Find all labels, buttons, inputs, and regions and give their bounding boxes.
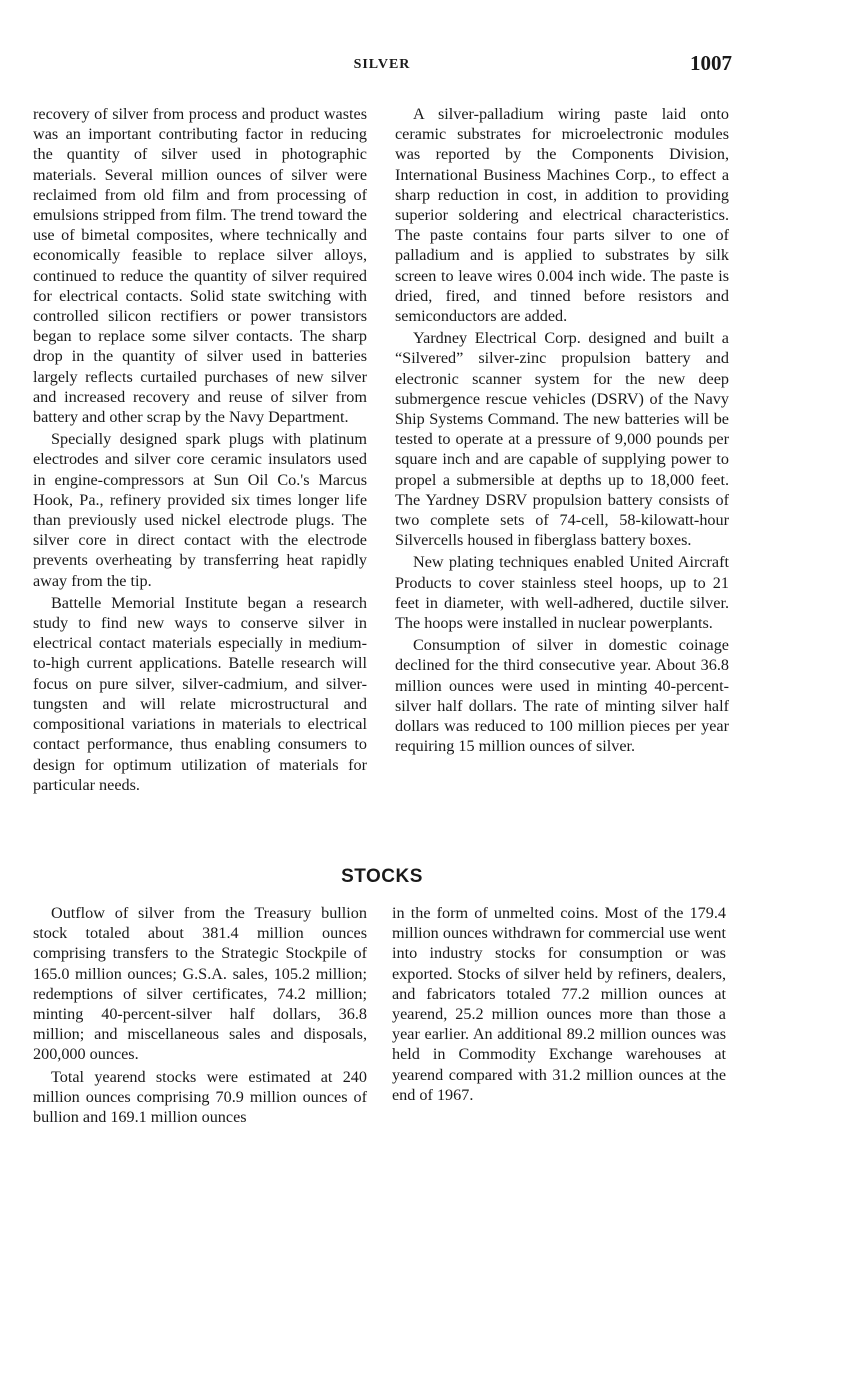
paragraph: Consumption of silver in domestic coinage declined for the third consecutive year. About 36.8 million ounces were used in minting 40-percent-silver half dollars. The rate of minting silver half dollars was reduced to 100 million pieces per year requiring 15 million ounces of silver. (395, 636, 729, 756)
page-number: 1007 (690, 51, 732, 75)
paragraph: Total yearend stocks were estimated at 240 million ounces comprising 70.9 million ounces of bullion and 169.1 million ounces (33, 1067, 367, 1127)
top-left-column (33, 104, 367, 795)
paragraph: A silver-palladium wiring paste laid onto ceramic substrates for microelectronic modules was reported by the Components Division, International Business Machines Corp., to effect a sharp reduction in cost, in addition to providing superior soldering and electrical characteristics. The paste contains four parts silver to one of palladium and is applied to substrates by silk screen to leave wires 0.004 inch wide. The paste is dried, fired, and tinned before resistors and semiconductors are added. (395, 105, 729, 326)
stocks-right-column (392, 903, 726, 1105)
stocks-heading: STOCKS (341, 866, 423, 887)
stocks-left-column (33, 903, 367, 1127)
running-header-title: SILVER (353, 57, 411, 72)
paragraph: recovery of silver from process and product wastes was an important contributing factor in reducing the quantity of silver used in photographic materials. Several million ounces of silver were reclaimed from old film and from processing of emulsions stripped from film. The trend toward the use of bimetal composites, where technically and economically feasible to replace silver alloys, continued to reduce the quantity of silver required for electrical contacts. Solid state switching with controlled silicon rectifiers or power transistors began to replace some silver contacts. The sharp drop in the quantity of silver used in batteries largely reflects curtailed purchases of new silver and increased recovery and reuse of silver from battery and other scrap by the Navy Department. (33, 105, 367, 427)
paragraph: Outflow of silver from the Treasury bullion stock totaled about 381.4 million ounces comprising transfers to the Strategic Stockpile of 165.0 million ounces; G.S.A. sales, 105.2 million; redemptions of silver certificates, 74.2 million; minting 40-percent-silver half dollars, 36.8 million; and miscellaneous sales and disposals, 200,000 ounces. (33, 904, 367, 1064)
top-right-column (395, 104, 729, 757)
paragraph: Yardney Electrical Corp. designed and built a “Silvered” silver-zinc propulsion battery and electronic scanner system for the new deep submergence rescue vehicles (DSRV) of the Navy Ship Systems Command. The new batteries will be tested to operate at a pressure of 9,000 pounds per square inch and are capable of supplying power to propel a submersible at depths up to 18,000 feet. The Yardney DSRV propulsion battery consists of two complete sets of 74-cell, 58-kilowatt-hour Silvercells housed in fiberglass battery boxes. (395, 329, 729, 550)
paragraph: Battelle Memorial Institute began a research study to find new ways to conserve silver in electrical contact materials especially in medium-to-high current applications. Batelle research will focus on pure silver, silver-cadmium, and silver-tungsten and will relate microstructural and compositional variations in materials to electrical contact performance, thus enabling consumers to design for optimum utilization of materials for particular needs. (33, 593, 367, 794)
paragraph: Specially designed spark plugs with platinum electrodes and silver core ceramic insulators used in engine-compressors at Sun Oil Co.'s Marcus Hook, Pa., refinery provided six times longer life than previously used nickel electrode plugs. The silver core in direct contact with the electrode prevents overheating by transferring heat rapidly away from the tip. (33, 430, 367, 590)
paragraph: in the form of unmelted coins. Most of the 179.4 million ounces withdrawn for commercial use went into industry stocks for consumption or was exported. Stocks of silver held by refiners, dealers, and fabricators totaled 77.2 million ounces at yearend, 25.2 million ounces more than those a year earlier. An additional 89.2 million ounces was held in Commodity Exchange warehouses at yearend compared with 31.2 million ounces at the end of 1967. (392, 904, 726, 1104)
paragraph: New plating techniques enabled United Aircraft Products to cover stainless steel hoops, up to 21 feet in diameter, with well-adhered, ductile silver. The hoops were installed in nuclear powerplants. (395, 553, 729, 633)
